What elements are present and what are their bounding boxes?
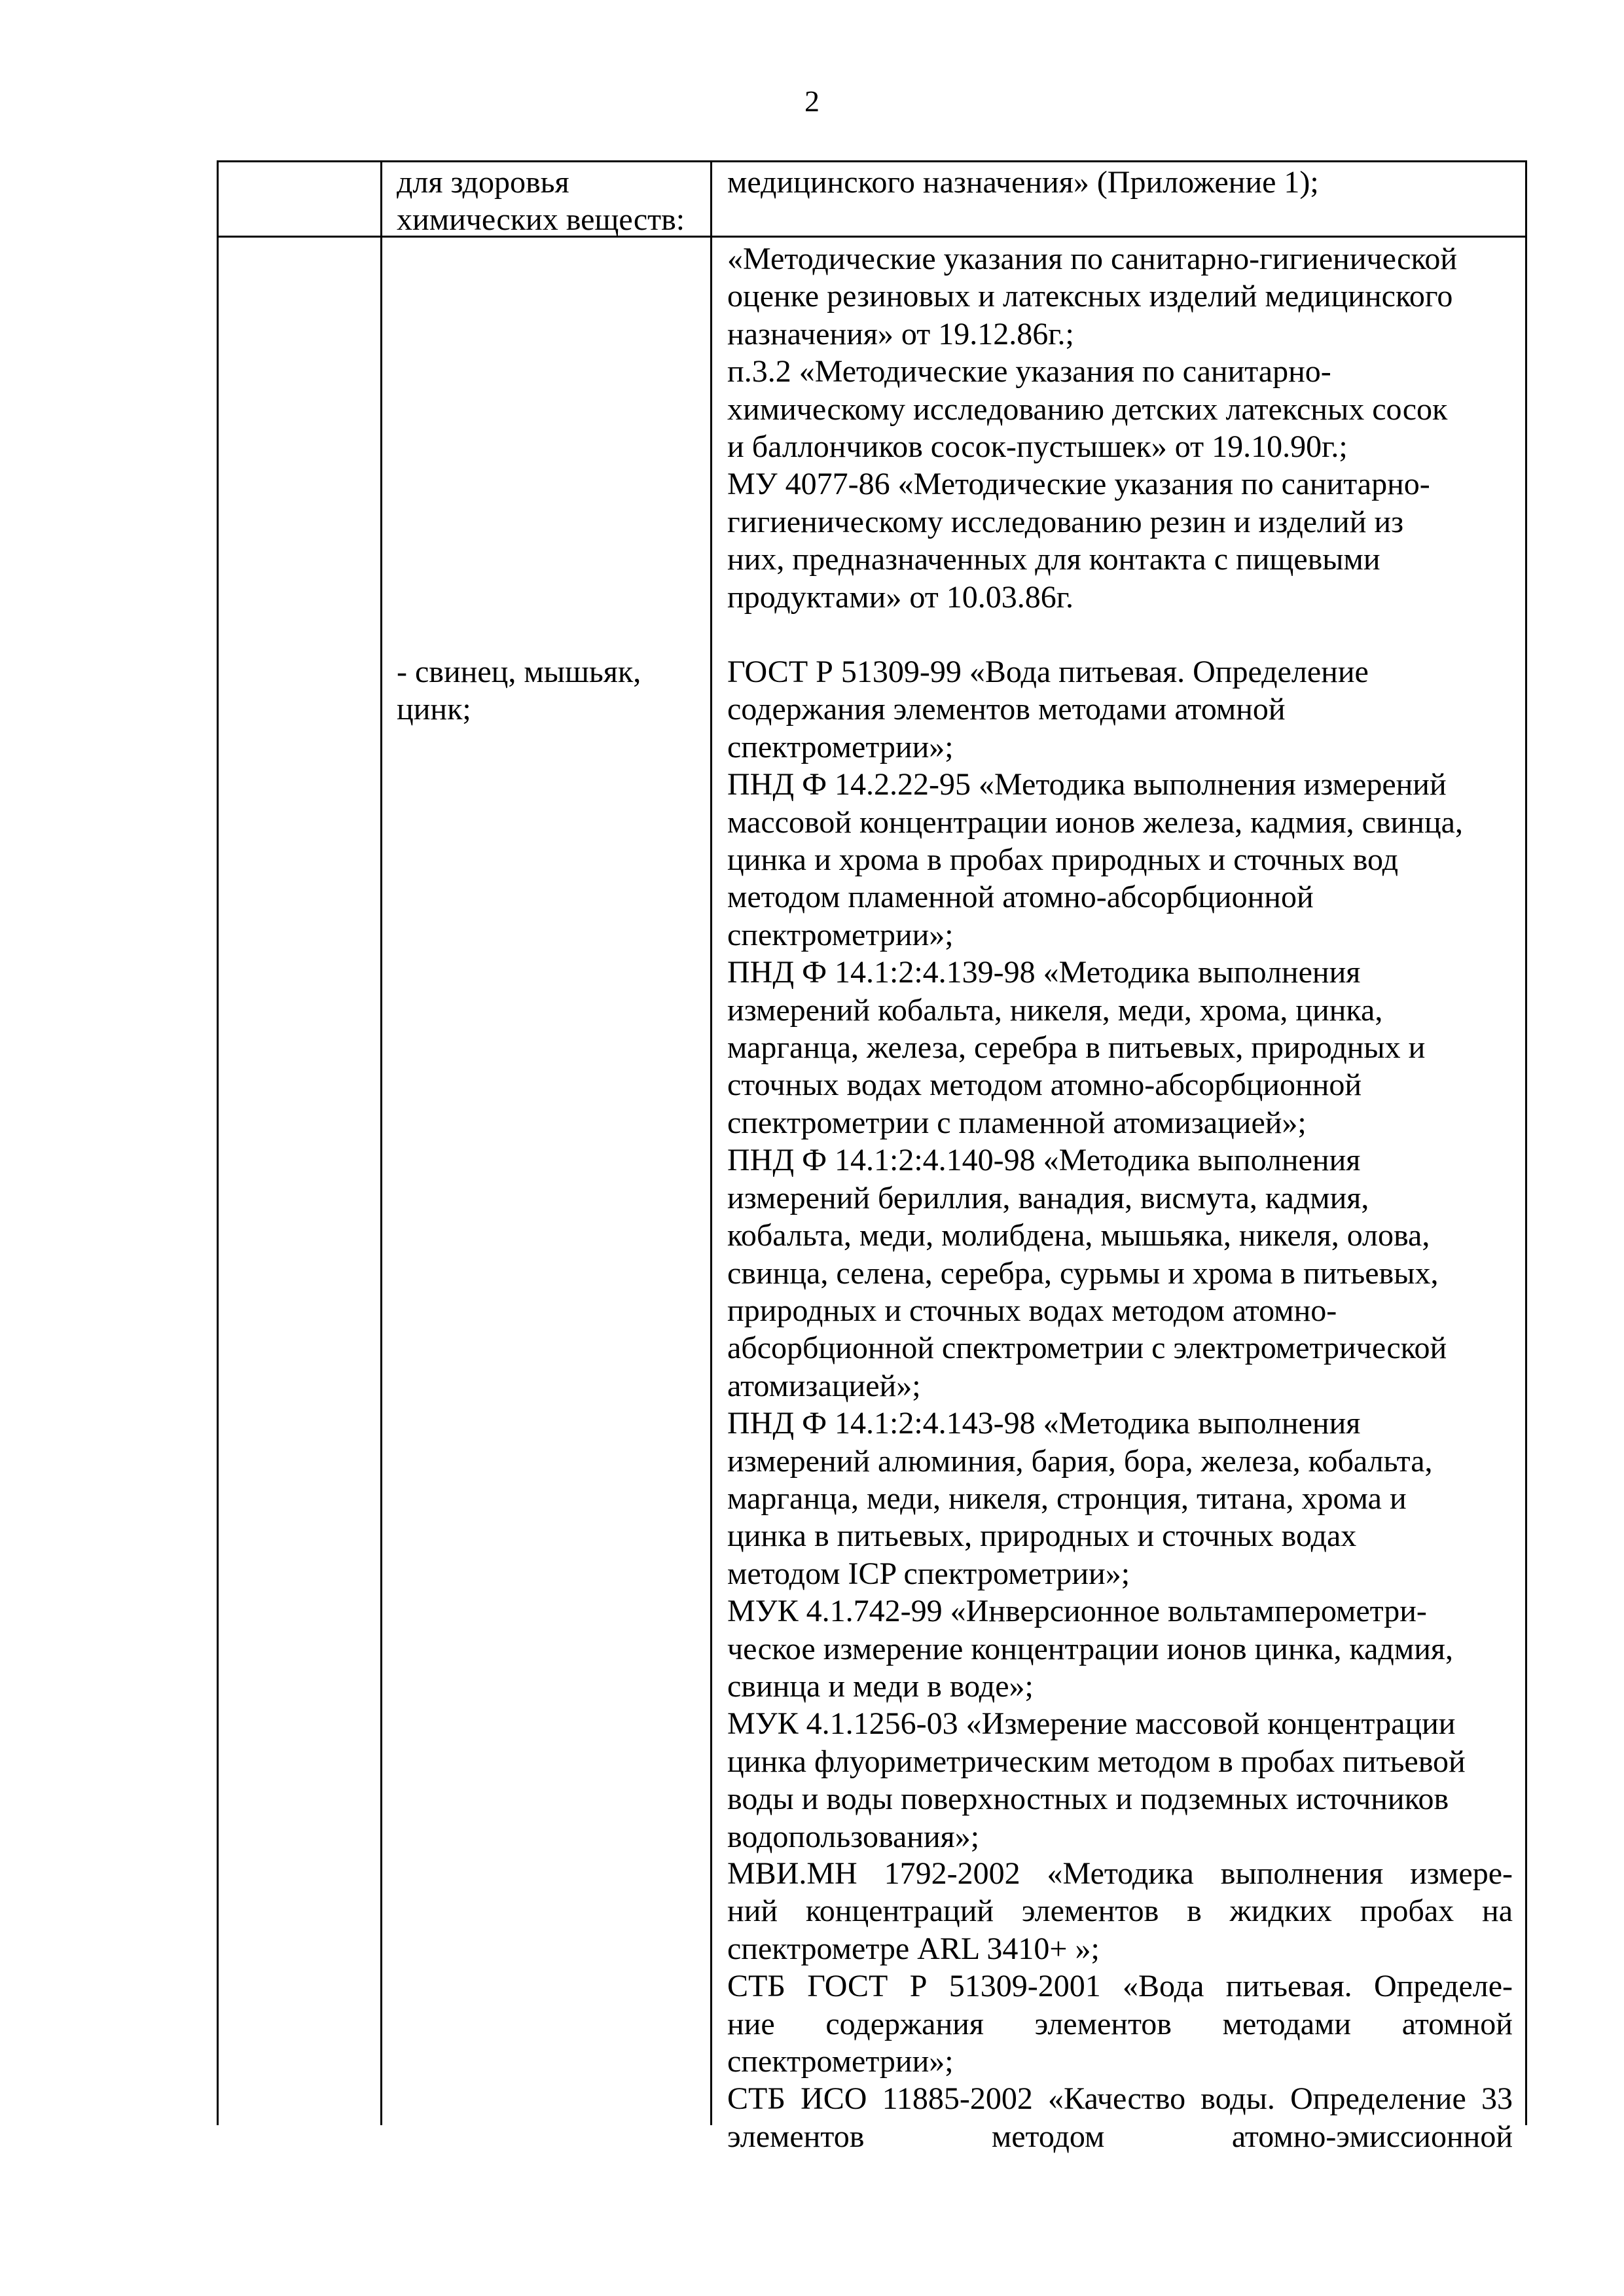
text-line: «Методические указания по санитарно-гигиенической	[727, 242, 1458, 276]
table-right-border	[1525, 160, 1527, 2125]
text-line: МУ 4077-86 «Методические указания по санитарно-	[727, 467, 1430, 502]
text-line: медицинского назначения» (Приложение 1);	[727, 165, 1319, 200]
column-divider-1	[380, 160, 382, 2125]
methods-block-rubber	[727, 240, 1457, 616]
text-line: абсорбционной спектрометрии с электрометрической	[727, 1331, 1447, 1366]
table-left-border	[217, 160, 219, 2125]
methods-block-water	[727, 653, 1466, 1856]
text-line: ний концентраций элементов в жидких пробах на	[727, 1893, 1513, 1929]
page-number: 2	[804, 84, 820, 118]
text-line: ние содержания элементов методами атомной	[727, 2006, 1513, 2041]
text-line: атомизацией»;	[727, 1368, 921, 1403]
text-line: химическому исследованию детских латексных сосок	[727, 391, 1448, 427]
text-line: ПНД Ф 14.1:2:4.139-98 «Методика выполнения	[727, 955, 1361, 990]
text-line: - свинец, мышьяк,	[397, 655, 641, 689]
text-line: методом ICP спектрометрии»;	[727, 1556, 1130, 1591]
text-line: водопользования»;	[727, 1819, 980, 1854]
text-line: ПНД Ф 14.2.22-95 «Методика выполнения измерений	[727, 767, 1447, 802]
text-line: измерений кобальта, никеля, меди, хрома, цинка,	[727, 992, 1383, 1028]
text-line: содержания элементов методами атомной	[727, 692, 1286, 727]
text-line: химических веществ:	[397, 202, 685, 238]
text-line: сточных водах методом атомно-абсорбционной	[727, 1067, 1362, 1103]
text-line: п.3.2 «Методические указания по санитарно-	[727, 354, 1331, 389]
text-line: МВИ.МН 1792-2002 «Методика выполнения измере-	[727, 1856, 1513, 1891]
text-line: гигиеническому исследованию резин и изделий из	[727, 504, 1404, 539]
text-line: них, предназначенных для контакта с пищевыми	[727, 542, 1380, 577]
text-line: методом пламенной атомно-абсорбционной	[727, 880, 1314, 915]
text-line: массовой концентрации ионов железа, кадмия, свинца,	[727, 804, 1463, 840]
text-line: измерений алюминия, бария, бора, железа, кобальта,	[727, 1443, 1433, 1479]
row1-indicator-cell	[397, 164, 685, 239]
text-line: свинца и меди в воде»;	[727, 1668, 1034, 1704]
text-line: СТБ ИСО 11885-2002 «Качество воды. Определение 33	[727, 2081, 1513, 2117]
text-line: измерений бериллия, ванадия, висмута, кадмия,	[727, 1180, 1369, 1215]
text-line: марганца, железа, серебра в питьевых, природных и	[727, 1030, 1426, 1066]
text-line: оценке резиновых и латексных изделий медицинского	[727, 279, 1453, 314]
text-line: ческое измерение концентрации ионов цинка, кадмия,	[727, 1631, 1453, 1666]
text-line: спектрометре ARL 3410+ »;	[727, 1931, 1100, 1966]
text-line: кобальта, меди, молибдена, мышьяка, никеля, олова,	[727, 1218, 1430, 1253]
text-line: свинца, селена, серебра, сурьмы и хрома в питьевых,	[727, 1255, 1439, 1291]
text-line: цинка и хрома в пробах природных и сточных вод	[727, 842, 1399, 878]
column-divider-2	[710, 160, 712, 2125]
text-line: назначения» от 19.12.86г.;	[727, 316, 1074, 351]
text-line: СТБ ГОСТ Р 51309-2001 «Вода питьевая. Определе-	[727, 1969, 1513, 2004]
text-line: для здоровья	[397, 165, 569, 200]
text-line: МУК 4.1.742-99 «Инверсионное вольтамперометри-	[727, 1594, 1427, 1629]
text-line: МУК 4.1.1256-03 «Измерение массовой концентрации	[727, 1706, 1456, 1742]
text-line: спектрометрии с пламенной атомизацией»;	[727, 1105, 1307, 1140]
text-line: спектрометрии»;	[727, 917, 954, 952]
text-line: и баллончиков сосок-пустышек» от 19.10.90г.;	[727, 429, 1348, 465]
text-line: спектрометрии»;	[727, 2044, 954, 2079]
text-line: воды и воды поверхностных и подземных источников	[727, 1782, 1449, 1817]
text-line: продуктами» от 10.03.86г.	[727, 579, 1074, 615]
text-line: цинк;	[397, 692, 471, 727]
text-line: природных и сточных водах методом атомно-	[727, 1293, 1337, 1328]
text-line: ПНД Ф 14.1:2:4.140-98 «Методика выполнения	[727, 1143, 1361, 1178]
row1-methods-cell	[727, 164, 1319, 201]
table-top-border	[217, 160, 1527, 162]
text-line: ПНД Ф 14.1:2:4.143-98 «Методика выполнения	[727, 1406, 1361, 1441]
text-line: цинка в питьевых, природных и сточных водах	[727, 1518, 1357, 1554]
row2-indicator-cell	[397, 653, 641, 728]
text-line: спектрометрии»;	[727, 729, 954, 764]
text-line: элементов методом атомно-эмиссионной	[727, 2119, 1513, 2154]
text-line: марганца, меди, никеля, стронция, титана, хрома и	[727, 1480, 1407, 1516]
text-line: цинка флуориметрическим методом в пробах питьевой	[727, 1744, 1466, 1779]
text-line: ГОСТ Р 51309-99 «Вода питьевая. Определение	[727, 655, 1369, 689]
methods-block-spectrometry	[727, 1855, 1513, 2155]
